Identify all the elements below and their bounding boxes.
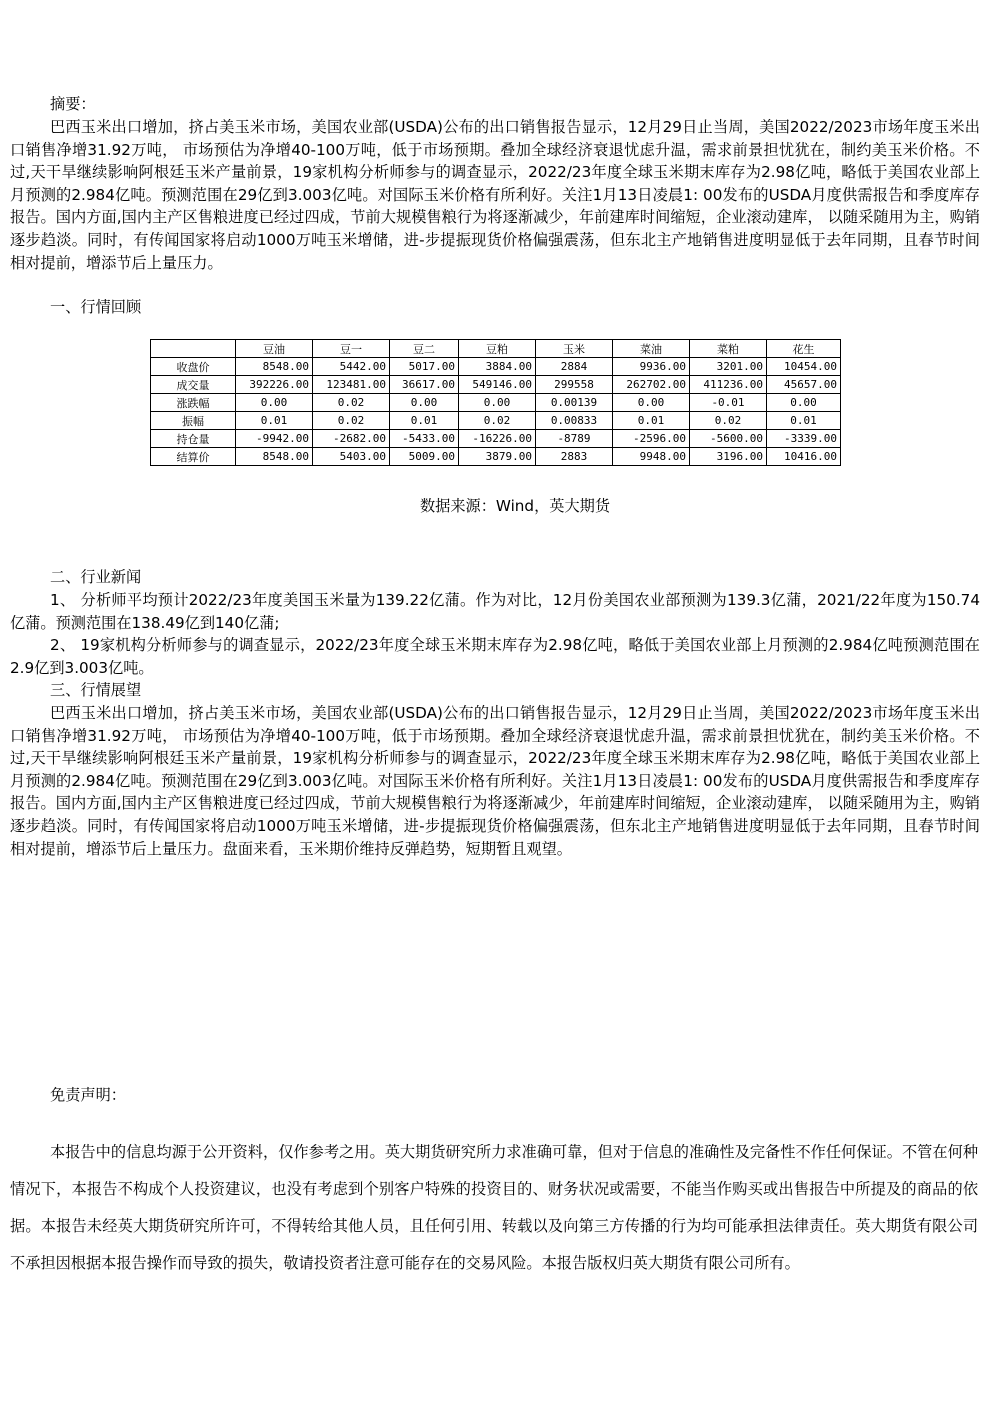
table-cell: 5403.00 xyxy=(313,448,390,466)
table-cell: 36617.00 xyxy=(390,376,459,394)
table-row xyxy=(151,376,841,394)
table-cell: 123481.00 xyxy=(313,376,390,394)
table-cell: 2884 xyxy=(536,358,613,376)
table-cell: 0.01 xyxy=(613,412,690,430)
summary-paragraph: 巴西玉米出口增加，挤占美玉米市场，美国农业部(USDA)公布的出口销售报告显示，12月29日止当周，美国2022/2023市场年度玉米出口销售净增31.92万吨， 市场预估为净增40-100万吨，低于市场预期。叠加全球经济衰退忧虑升温，需求前景担忧犹在，制约美玉米价格。不过,天干旱继续影响阿根廷玉米产量前景，19家机构分析师参与的调查显示，2022/23年度全球玉米期末库存为2.98亿吨，略低于美国农业部上月预测的2.984亿吨。预测范围在29亿到3.003亿吨。对国际玉米价格有所利好。关注1月13日凌晨1: 00发布的USDA月度供需报告和季度库存报告。国内方面,国内主产区售粮进度已经过四成，节前大规模售粮行为将逐渐减少，年前建库时间缩短，企业滚动建库， 以随采随用为主，购销逐步趋淡。同时，有传闻国家将启动1000万吨玉米增储，进-步提振现货价格偏强震荡，但东北主产地销售进度明显低于去年同期，且春节时间相对提前，增添节后上量压力。 xyxy=(10,118,980,272)
news-item-1: 1、 分析师平均预计2022/23年度美国玉米量为139.22亿蒲。作为对比，12月份美国农业部预测为139.3亿蒲，2021/22年度为150.74亿蒲。预测范围在138.49亿到140亿蒲; xyxy=(10,591,980,632)
table-cell: 0.00 xyxy=(390,394,459,412)
disclaimer-paragraph: 本报告中的信息均源于公开资料，仅作参考之用。英大期货研究所力求准确可靠，但对于信息的准确性及完备性不作任何保证。不管在何种情况下，本报告不构成个人投资建议，也没有考虑到个别客户特殊的投资目的、财务状况或需要，不能当作购买或出售报告中所提及的商品的依据。本报告未经英大期货研究所许可，不得转给其他人员，且任何引用、转载以及向第三方传播的行为均可能承担法律责任。英大期货有限公司不承担因根据本报告操作而导致的损失，敬请投资者注意可能存在的交易风险。本报告版权归英大期货有限公司所有。 xyxy=(10,1143,978,1272)
table-cell: 0.01 xyxy=(390,412,459,430)
table-cell: -2596.00 xyxy=(613,430,690,448)
table-cell: 0.00 xyxy=(613,394,690,412)
table-cell: 0.00 xyxy=(767,394,841,412)
table-cell: 10416.00 xyxy=(767,448,841,466)
table-cell: -0.01 xyxy=(690,394,767,412)
table-row xyxy=(151,430,841,448)
row-label: 持仓量 xyxy=(151,430,236,448)
table-row xyxy=(151,412,841,430)
table-cell: 5017.00 xyxy=(390,358,459,376)
table-row xyxy=(151,394,841,412)
table-header-cell: 豆油 xyxy=(236,340,313,358)
table-header-cell: 菜油 xyxy=(613,340,690,358)
section-market-review-heading: 一、行情回顾 xyxy=(50,298,142,316)
row-label: 成交量 xyxy=(151,376,236,394)
table-cell: 392226.00 xyxy=(236,376,313,394)
table-cell: 3884.00 xyxy=(459,358,536,376)
section-industry-news-heading: 二、行业新闻 xyxy=(50,568,142,586)
market-quote-table-container xyxy=(150,339,841,466)
table-cell: 10454.00 xyxy=(767,358,841,376)
summary-heading: 摘要： xyxy=(50,95,96,113)
table-cell: 0.02 xyxy=(690,412,767,430)
table-header-cell: 菜粕 xyxy=(690,340,767,358)
table-cell: -2682.00 xyxy=(313,430,390,448)
table-header-cell: 豆一 xyxy=(313,340,390,358)
table-cell: 0.00833 xyxy=(536,412,613,430)
table-cell: 299558 xyxy=(536,376,613,394)
table-row xyxy=(151,358,841,376)
market-quote-table xyxy=(150,339,841,466)
table-cell: 5009.00 xyxy=(390,448,459,466)
table-cell: 0.02 xyxy=(313,394,390,412)
table-cell: 8548.00 xyxy=(236,358,313,376)
table-cell: 3196.00 xyxy=(690,448,767,466)
outlook-paragraph: 巴西玉米出口增加，挤占美玉米市场，美国农业部(USDA)公布的出口销售报告显示，12月29日止当周，美国2022/2023市场年度玉米出口销售净增31.92万吨， 市场预估为净增40-100万吨，低于市场预期。叠加全球经济衰退忧虑升温，需求前景担忧犹在，制约美玉米价格。不过,天干旱继续影响阿根廷玉米产量前景，19家机构分析师参与的调查显示，2022/23年度全球玉米期末库存为2.98亿吨，略低于美国农业部上月预测的2.984亿吨。预测范围在29亿到3.003亿吨。对国际玉米价格有所利好。关注1月13日凌晨1: 00发布的USDA月度供需报告和季度库存报告。国内方面,国内主产区售粮进度已经过四成，节前大规模售粮行为将逐渐减少，年前建库时间缩短，企业滚动建库， 以随采随用为主，购销逐步趋淡。同时，有传闻国家将启动1000万吨玉米增储，进-步提振现货价格偏强震荡，但东北主产地销售进度明显低于去年同期，且春节时间相对提前，增添节后上量压力。盘面来看，玉米期价维持反弹趋势，短期暂且观望。 xyxy=(10,704,980,858)
table-cell: 0.02 xyxy=(459,412,536,430)
table-cell: 0.02 xyxy=(313,412,390,430)
row-label: 涨跌幅 xyxy=(151,394,236,412)
table-cell: -5600.00 xyxy=(690,430,767,448)
table-cell: 8548.00 xyxy=(236,448,313,466)
table-cell: -16226.00 xyxy=(459,430,536,448)
table-cell: 262702.00 xyxy=(613,376,690,394)
table-cell: 45657.00 xyxy=(767,376,841,394)
table-header-row xyxy=(151,340,841,358)
table-cell: 0.00 xyxy=(459,394,536,412)
table-cell: 3879.00 xyxy=(459,448,536,466)
table-cell: 3201.00 xyxy=(690,358,767,376)
table-cell: 0.01 xyxy=(236,412,313,430)
row-label: 结算价 xyxy=(151,448,236,466)
table-header-cell: 豆二 xyxy=(390,340,459,358)
table-cell: 9948.00 xyxy=(613,448,690,466)
table-row xyxy=(151,448,841,466)
table-cell: 549146.00 xyxy=(459,376,536,394)
data-source-caption: 数据来源：Wind，英大期货 xyxy=(419,497,611,515)
table-cell: -5433.00 xyxy=(390,430,459,448)
row-label: 振幅 xyxy=(151,412,236,430)
table-header-cell: 玉米 xyxy=(536,340,613,358)
table-header-cell xyxy=(151,340,236,358)
table-cell: -3339.00 xyxy=(767,430,841,448)
table-cell: 0.01 xyxy=(767,412,841,430)
table-cell: 5442.00 xyxy=(313,358,390,376)
table-cell: 9936.00 xyxy=(613,358,690,376)
disclaimer-heading: 免责声明： xyxy=(50,1086,126,1104)
table-cell: -9942.00 xyxy=(236,430,313,448)
table-header-cell: 豆粕 xyxy=(459,340,536,358)
table-cell: -8789 xyxy=(536,430,613,448)
table-cell: 0.00139 xyxy=(536,394,613,412)
table-cell: 0.00 xyxy=(236,394,313,412)
table-header-cell: 花生 xyxy=(767,340,841,358)
table-cell: 2883 xyxy=(536,448,613,466)
row-label: 收盘价 xyxy=(151,358,236,376)
news-item-2: 2、 19家机构分析师参与的调查显示，2022/23年度全球玉米期末库存为2.98亿吨，略低于美国农业部上月预测的2.984亿吨预测范围在2.9亿到3.003亿吨。 xyxy=(10,636,980,677)
table-cell: 411236.00 xyxy=(690,376,767,394)
section-outlook-heading: 三、行情展望 xyxy=(50,681,142,699)
